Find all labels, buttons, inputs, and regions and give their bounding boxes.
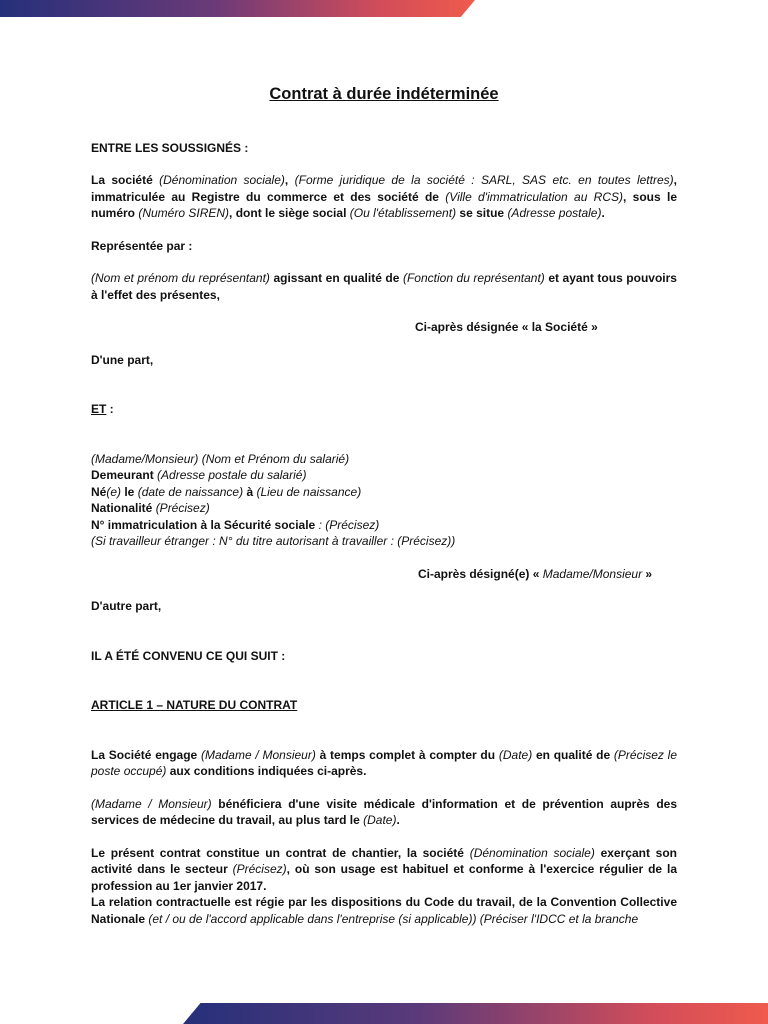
article-1-paragraph-3: Le présent contrat constitue un contrat de chantier, la société (Dénomination sociale) exerçant son activité dans le secteur (Précisez), où son usage est habituel et conforme à l'exercice régulier de la profession au 1er janvier 2017. [91, 845, 678, 893]
autre-part-line: D'autre part, [91, 599, 162, 613]
ci-apres-salarie-line: Ci-après désigné(e) « Madame/Monsieur » [418, 566, 653, 581]
representee-par-label: Représentée par : [91, 238, 193, 253]
representant-paragraph: (Nom et prénom du représentant) agissant en qualité de (Fonction du représentant) et ayant tous pouvoirs à l'effet des présentes, [91, 271, 677, 302]
article-1-paragraph-1: La Société engage (Madame / Monsieur) à temps complet à compter du (Date) en qualité de (Précisez le poste occupé) aux conditions indiquées ci-après. [91, 747, 678, 778]
et-heading: ET : [91, 402, 114, 416]
societe-paragraph: La société (Dénomination sociale), (Forme juridique de la société : SARL, SAS etc. en toutes lettres), immatriculée au Registre du commerce et des société de (Ville d'immatriculation au RCS), sous le numéro (Numéro SIREN), dont le siège social (Ou l'établissement) se situe (Adresse postale). [91, 173, 677, 220]
salarie-block: (Madame/Monsieur) (Nom et Prénom du salarié) Demeurant (Adresse postale du salarié) Né(e) le (date de naissance) à (Lieu de naissance) Nationalité (Précisez) N° immatriculation à la Sécurité sociale : (Précisez) (Si travailleur étranger : N° du titre autorisant à travailler : (Précisez)) [91, 451, 456, 548]
article-1-paragraph-4: La relation contractuelle est régie par les dispositions du Code du travail, de la Convention Collective Nationale (et / ou de l'accord applicable dans l'entreprise (si applicable)) (Préciser l'IDCC et la branche [91, 895, 677, 926]
article-1-heading: ARTICLE 1 – NATURE DU CONTRAT [91, 698, 298, 712]
une-part-line: D'une part, [91, 352, 154, 367]
article-1-paragraph-2: (Madame / Monsieur) bénéficiera d'une visite médicale d'information et de prévention auprès des services de médecine du travail, au plus tard le (Date). [91, 796, 677, 827]
ci-apres-societe-line: Ci-après désignée « la Société » [415, 320, 598, 334]
header-gradient-band [0, 0, 475, 17]
salarie-name-line: (Madame/Monsieur) (Nom et Prénom du salarié) [91, 451, 350, 466]
document-title: Contrat à durée indéterminée [269, 85, 499, 103]
convenu-heading: IL A ÉTÉ CONVENU CE QUI SUIT : [91, 648, 286, 663]
entre-soussignes-heading: ENTRE LES SOUSSIGNÉS : [91, 140, 249, 155]
document-page [91, 86, 677, 927]
footer-gradient-band [183, 1003, 768, 1024]
